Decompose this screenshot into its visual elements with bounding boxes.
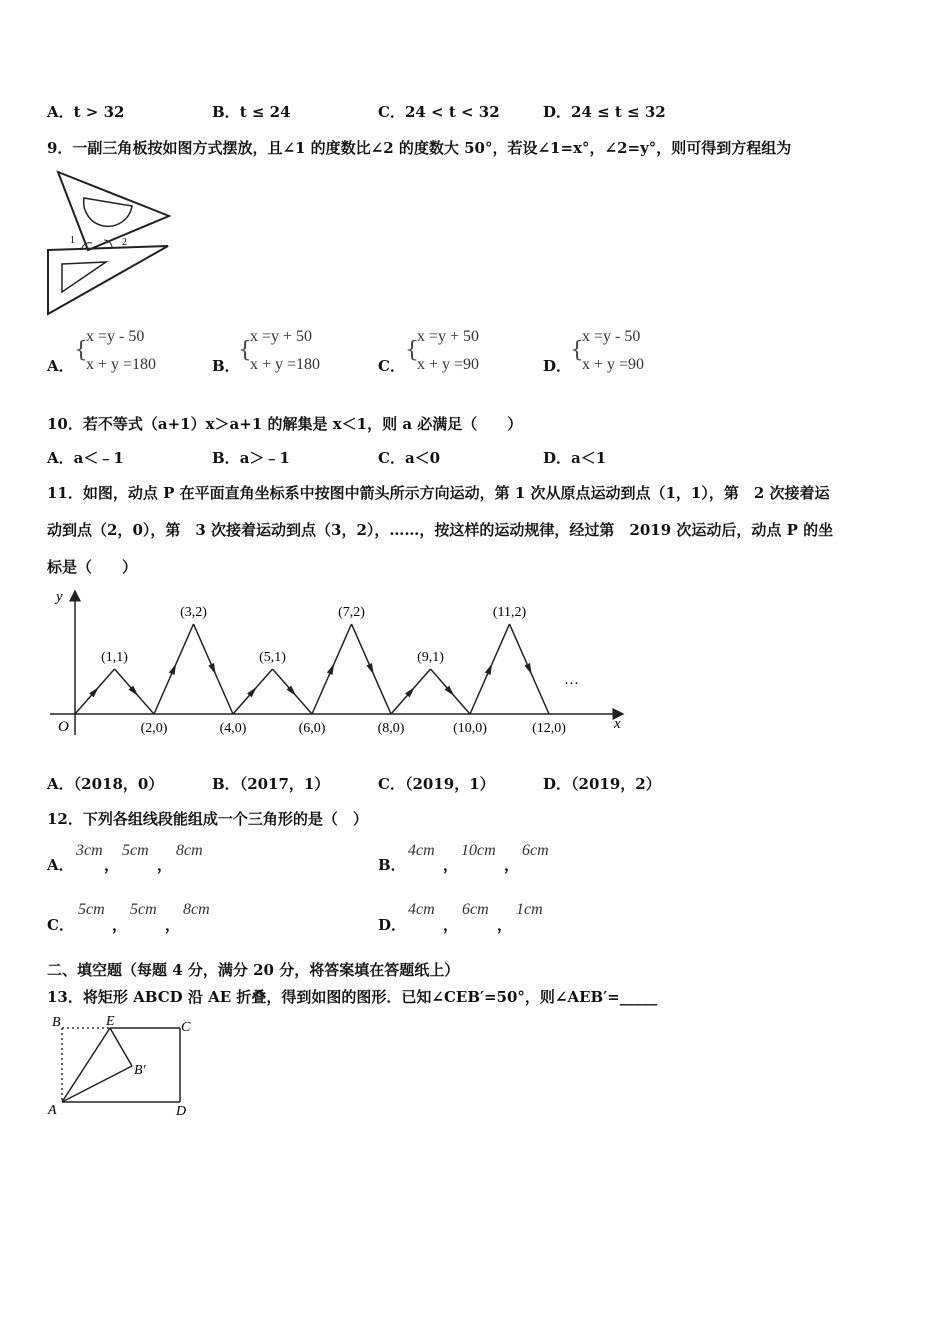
q9-option-b-label: B． — [212, 357, 240, 375]
origin-label: O — [58, 719, 69, 735]
option-label: B． — [212, 449, 240, 467]
point-label: (12,0) — [532, 721, 566, 736]
q9-option-d-label: D． — [543, 357, 572, 375]
q10-option-c — [378, 447, 440, 468]
option-label: A． — [47, 449, 74, 467]
option-text: t > 32 — [73, 103, 125, 121]
segment-ae — [62, 1028, 110, 1102]
q12-option-b-seg1: 4cm — [408, 842, 435, 859]
angle-1-label: 1 — [70, 235, 75, 246]
option-label: D． — [543, 103, 572, 121]
point-d-label: D — [176, 1104, 187, 1119]
q12-option-c-seg3: 8cm — [183, 901, 210, 918]
q9-option-a-brace: { — [74, 338, 88, 363]
direction-arrow — [208, 663, 215, 674]
q9-option-d-brace: { — [570, 338, 584, 363]
option-text: 24 ≤ t ≤ 32 — [571, 103, 666, 121]
q11-option-a — [47, 773, 163, 794]
point-label: (2,0) — [140, 721, 168, 736]
option-text: a＜﹣1 — [73, 449, 124, 467]
q12-comma: ， — [157, 856, 173, 874]
direction-arrow — [485, 664, 492, 675]
direction-arrow — [327, 664, 334, 675]
direction-arrow — [169, 664, 176, 675]
q9-option-d-eq2: x + y =90 — [582, 356, 645, 373]
option-text: （2017，1） — [239, 775, 330, 793]
point-a-label: A — [48, 1103, 57, 1118]
q9-option-d-eq1: x =y - 50 — [582, 328, 641, 345]
y-axis-label: y — [56, 589, 63, 605]
lower-triangle-ruler — [48, 246, 168, 314]
q12-option-a-seg3: 8cm — [176, 842, 203, 859]
point-label: (9,1) — [417, 650, 444, 665]
q8-option-d — [543, 101, 666, 122]
q12-option-c-label: C． — [47, 916, 74, 934]
q12-option-a-seg2: 5cm — [122, 842, 149, 859]
q12-comma: ， — [443, 916, 459, 934]
q12-comma: ， — [104, 856, 120, 874]
q12-option-b-label: B． — [378, 856, 406, 874]
q11-stem-line1: 11．如图，动点 P 在平面直角坐标系中按图中箭头所示方向运动，第 1 次从原点运动到点（1，1），第 2 次接着运 — [47, 484, 830, 502]
q10-stem: 10．若不等式（a+1）x＞a+1 的解集是 x＜1，则 a 必满足（ ） — [47, 415, 523, 433]
q11-motion-graph — [40, 585, 640, 745]
q12-option-a-label: A． — [47, 856, 74, 874]
q9-option-a-eq1: x =y - 50 — [86, 328, 145, 345]
option-text: （2019，1） — [404, 775, 495, 793]
q8-option-c — [378, 101, 500, 122]
q11-option-b — [212, 773, 329, 794]
q12-comma: ， — [497, 916, 513, 934]
q12-option-d-seg3: 1cm — [516, 901, 543, 918]
segment-eb-prime — [110, 1028, 132, 1066]
option-label: C． — [378, 103, 405, 121]
q12-comma: ， — [112, 916, 128, 934]
q9-option-c-label: C． — [378, 357, 405, 375]
q8-option-a — [47, 101, 124, 122]
q11-stem-line2: 动到点（2，0），第 3 次接着运动到点（3，2），……，按这样的运动规律，经过第 2019 次运动后，动点 P 的坐 — [47, 521, 834, 539]
option-text: a＜0 — [404, 449, 441, 467]
q9-stem: 9．一副三角板按如图方式摆放，且∠1 的度数比∠2 的度数大 50°，若设∠1=x°，∠2=y°，则可得到方程组为 — [47, 139, 792, 157]
q9-option-c-eq1: x =y + 50 — [417, 328, 480, 345]
q12-option-c-seg1: 5cm — [78, 901, 105, 918]
point-c-label: C — [181, 1020, 191, 1035]
q9-triangle-ruler-figure — [44, 168, 176, 318]
q12-option-d-seg2: 6cm — [462, 901, 489, 918]
q12-option-d-seg1: 4cm — [408, 901, 435, 918]
q11-option-c — [378, 773, 495, 794]
option-text: a＜1 — [571, 449, 607, 467]
q11-stem-line3: 标是（ ） — [47, 558, 138, 576]
q12-option-b-seg3: 6cm — [522, 842, 549, 859]
point-label: (6,0) — [298, 721, 326, 736]
q10-option-a — [47, 447, 124, 468]
point-label: (1,1) — [101, 650, 128, 665]
q9-option-b-brace: { — [238, 338, 252, 363]
option-text: a＞﹣1 — [239, 449, 290, 467]
continuation-dots: … — [564, 672, 579, 688]
option-label: B． — [212, 775, 240, 793]
q12-option-c-seg2: 5cm — [130, 901, 157, 918]
point-e-label: E — [106, 1014, 115, 1029]
option-label: C． — [378, 449, 405, 467]
point-label: (7,2) — [338, 605, 365, 620]
direction-arrow — [524, 663, 531, 674]
q10-option-b — [212, 447, 290, 468]
q13-rectangle-fold-figure — [44, 1010, 204, 1122]
q12-stem: 12．下列各组线段能组成一个三角形的是（ ） — [47, 810, 368, 828]
point-label: (5,1) — [259, 650, 286, 665]
q13-stem: 13．将矩形 ABCD 沿 AE 折叠，得到如图的图形．已知∠CEB′=50°，则∠AEB′=_____ — [47, 988, 658, 1006]
direction-arrow — [366, 663, 373, 674]
point-b-label: B — [52, 1015, 61, 1030]
q9-option-b-eq1: x =y + 50 — [250, 328, 313, 345]
point-b-prime-label: B′ — [134, 1063, 146, 1078]
q12-option-b-seg2: 10cm — [461, 842, 496, 859]
protractor-cutout — [84, 198, 132, 226]
option-label: D． — [543, 775, 572, 793]
q12-option-a-seg1: 3cm — [76, 842, 103, 859]
option-label: A． — [47, 103, 74, 121]
lower-ruler-cutout — [62, 262, 106, 292]
option-text: 24 < t < 32 — [404, 103, 500, 121]
point-label: (3,2) — [180, 605, 207, 620]
section-2-title: 二、填空题（每题 4 分，满分 20 分，将答案填在答题纸上） — [47, 961, 460, 979]
q9-option-a-eq2: x + y =180 — [86, 356, 157, 373]
q12-option-d-label: D． — [378, 916, 407, 934]
point-label: (4,0) — [219, 721, 247, 736]
q8-option-b — [212, 101, 291, 122]
point-label: (11,2) — [492, 605, 527, 620]
q9-option-c-eq2: x + y =90 — [417, 356, 480, 373]
q12-comma: ， — [443, 856, 459, 874]
option-text: t ≤ 24 — [239, 103, 291, 121]
option-text: （2019，2） — [571, 775, 661, 793]
angle-2-label: 2 — [122, 237, 127, 248]
option-label: B． — [212, 103, 240, 121]
option-label: D． — [543, 449, 572, 467]
point-label: (8,0) — [377, 721, 405, 736]
option-text: （2018，0） — [73, 775, 164, 793]
q12-comma: ， — [504, 856, 520, 874]
x-axis-label: x — [614, 716, 621, 732]
q11-option-d — [543, 773, 661, 794]
q9-option-c-brace: { — [405, 338, 419, 363]
point-label: (10,0) — [453, 721, 487, 736]
option-label: A． — [47, 775, 74, 793]
q9-option-b-eq2: x + y =180 — [250, 356, 321, 373]
q12-comma: ， — [165, 916, 181, 934]
option-label: C． — [378, 775, 405, 793]
q9-option-a-label: A． — [47, 357, 74, 375]
segment-ab-prime — [62, 1066, 132, 1102]
q10-option-d — [543, 447, 606, 468]
